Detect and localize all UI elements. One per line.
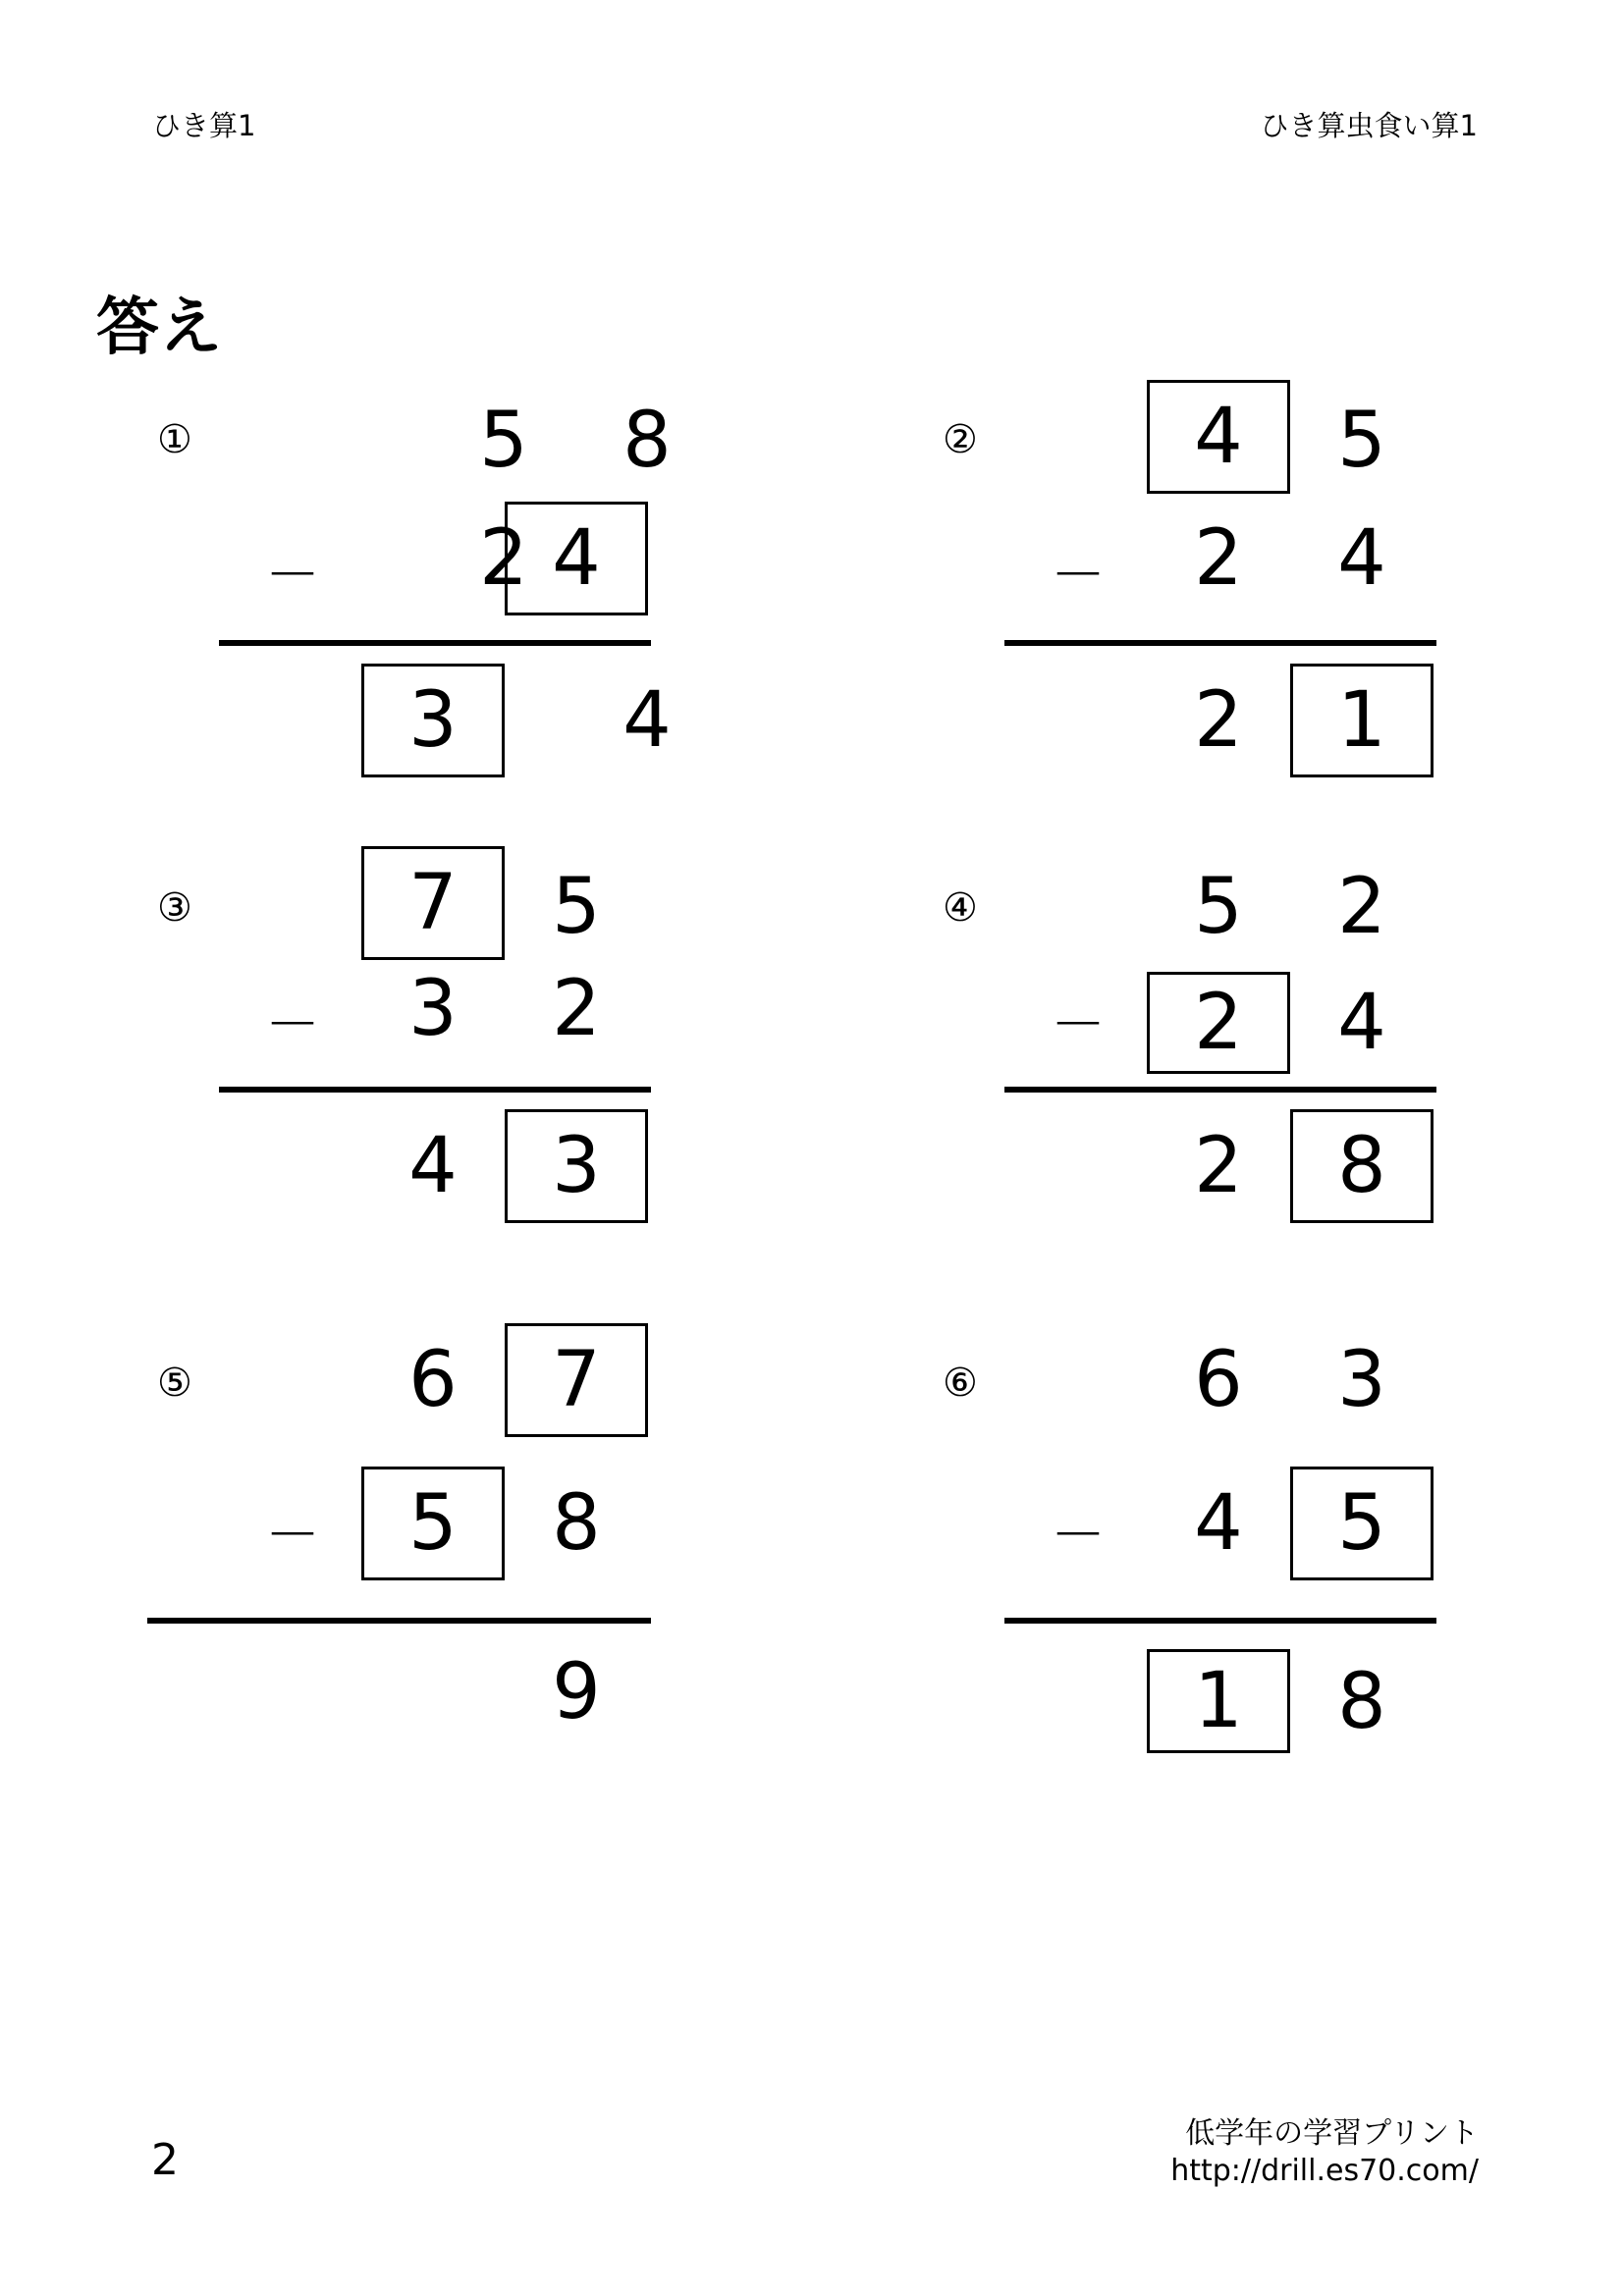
header-right-title: ひき算虫食い算1 [1260,109,1478,142]
bottom-ones-answer-box: 5 [1290,1467,1434,1580]
bottom-tens-digit: 2 [479,514,528,603]
problem-number: ② [943,417,978,462]
result-tens-digit [361,1635,505,1749]
sum-line [147,1618,651,1624]
sum-line [1004,1618,1436,1624]
footer-brand: 低学年の学習プリント [1185,2116,1479,2151]
result-tens-digit: 4 [408,1122,458,1210]
top-ones-digit: 2 [1337,863,1386,951]
top-tens-answer-box: 4 [1147,380,1290,494]
bottom-tens-answer-box: 5 [361,1467,505,1580]
problem-number: ⑥ [943,1361,978,1406]
top-ones-digit: 3 [1337,1336,1386,1424]
result-ones-digit: 9 [552,1648,601,1736]
problem-number: ③ [157,885,192,931]
bottom-ones-digit: 4 [1337,979,1386,1067]
problem-4 [943,844,1623,1256]
top-ones-digit: 5 [552,863,601,951]
top-tens-digit: 6 [408,1336,458,1424]
problem-6 [943,1321,1623,1746]
problem-3 [157,844,844,1256]
page-title: 答え [96,292,222,364]
bottom-tens-digit: 4 [1194,1479,1243,1568]
result-ones-answer-box: 8 [1290,1109,1434,1223]
bottom-ones-digit: 2 [552,965,601,1053]
minus-sign: － [1051,1504,1106,1568]
problem-number: ④ [943,885,978,931]
result-ones-digit: 8 [1337,1658,1386,1746]
problem-number: ⑤ [157,1361,192,1406]
bottom-tens-answer-box: 2 [1147,972,1290,1074]
result-tens-digit: 2 [1194,1122,1243,1210]
minus-sign: － [265,1504,320,1568]
result-tens-answer-box: 1 [1147,1649,1290,1753]
sum-line [1004,640,1436,646]
sum-line [1004,1087,1436,1093]
problem-5 [157,1321,844,1734]
sum-line [219,1087,651,1093]
footer-url: http://drill.es70.com/ [1170,2154,1479,2188]
top-tens-digit: 5 [479,397,528,485]
top-tens-answer-box: 7 [361,846,505,960]
bottom-ones-digit: 4 [1337,514,1386,603]
bottom-tens-digit: 2 [1194,514,1243,603]
problem-number: ① [157,417,192,462]
result-ones-answer-box: 3 [505,1109,648,1223]
bottom-ones-answer-box: 4 [505,502,648,615]
bottom-tens-digit: 3 [408,965,458,1053]
top-ones-digit: 5 [1337,397,1386,485]
result-tens-digit: 2 [1194,676,1243,765]
problem-1 [157,378,844,790]
top-ones-answer-box: 7 [505,1323,648,1437]
top-ones-digit: 8 [622,397,672,485]
result-ones-answer-box: 1 [1290,664,1434,777]
page-number: 2 [151,2135,179,2185]
problem-2 [943,378,1623,790]
minus-sign: － [1051,993,1106,1057]
bottom-ones-digit: 8 [552,1479,601,1568]
result-ones-digit: 4 [622,676,672,765]
top-tens-digit: 5 [1194,863,1243,951]
minus-sign: － [265,544,320,608]
header-left-title: ひき算1 [152,109,256,142]
result-tens-answer-box: 3 [361,664,505,777]
sum-line [219,640,651,646]
top-tens-digit: 6 [1194,1336,1243,1424]
minus-sign: － [265,993,320,1057]
minus-sign: － [1051,544,1106,608]
